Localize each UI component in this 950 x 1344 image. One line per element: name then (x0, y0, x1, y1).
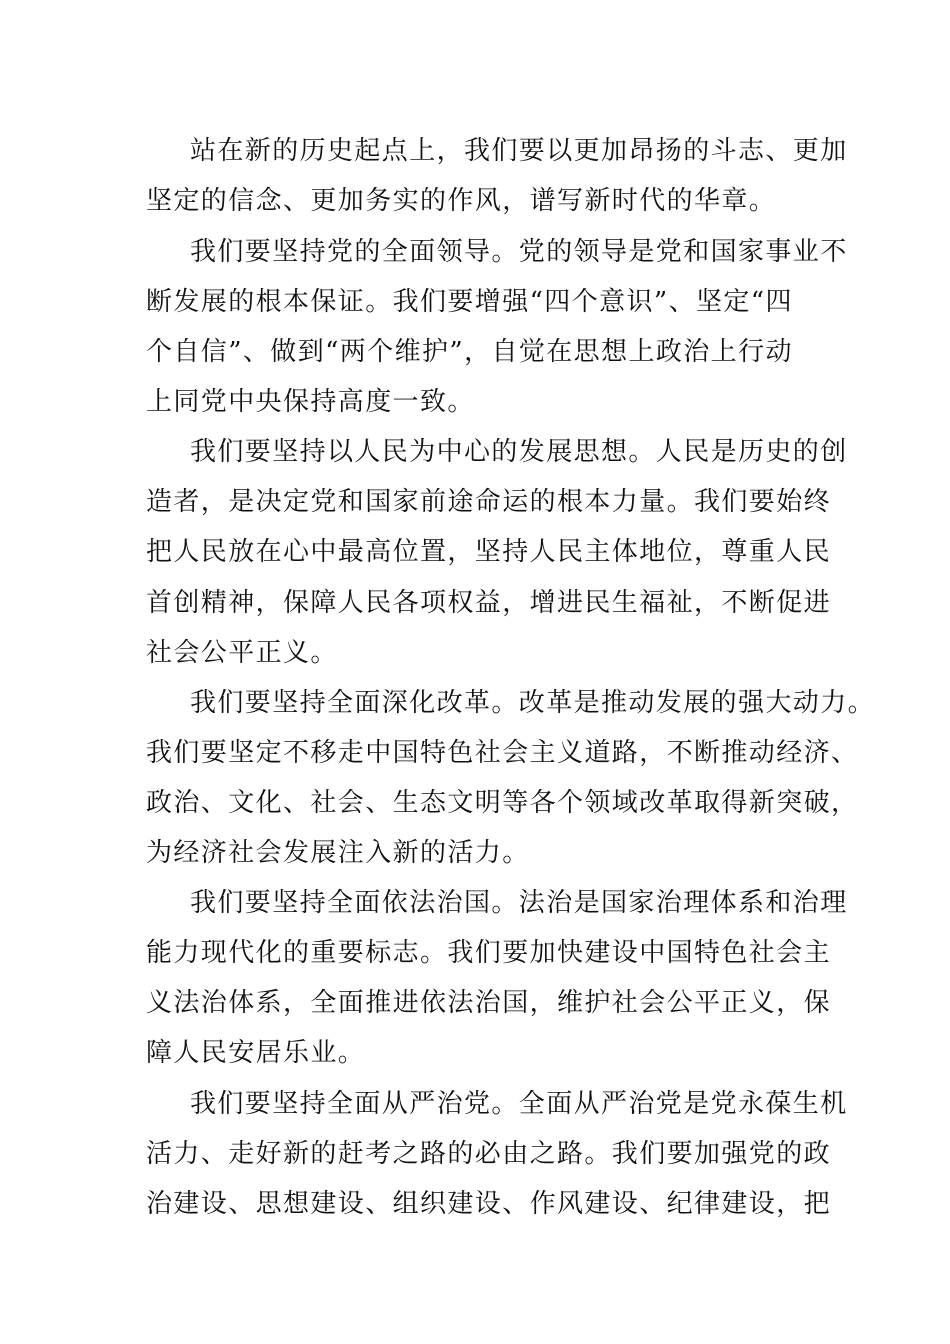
text-line: 首创精神，保障人民各项权益，增进民生福祉，不断促进 (146, 588, 832, 618)
text-line: 为经济社会发展注入新的活力。 (146, 838, 530, 868)
text-line: 义法治体系，全面推进依法治国，维护社会公平正义，保 (146, 988, 832, 1018)
text-line: 能力现代化的重要标志。我们要加快建设中国特色社会主 (146, 938, 832, 968)
text-line: 坚定的信念、更加务实的作风，谱写新时代的华章。 (146, 186, 777, 216)
text-line: 个自信”、做到“两个维护”，自觉在思想上政治上行动 (146, 337, 793, 367)
text-line: 我们要坚持全面依法治国。法治是国家治理体系和治理 (190, 888, 848, 918)
text-line: 我们要坚持以人民为中心的发展思想。人民是历史的创 (190, 437, 848, 467)
text-line: 我们要坚定不移走中国特色社会主义道路，不断推动经济、 (146, 738, 859, 768)
text-line: 站在新的历史起点上，我们要以更加昂扬的斗志、更加 (190, 136, 848, 166)
text-line: 我们要坚持党的全面领导。党的领导是党和国家事业不 (190, 237, 848, 267)
text-line: 上同党中央保持高度一致。 (146, 387, 475, 417)
text-line: 障人民安居乐业。 (146, 1038, 366, 1068)
text-line: 治建设、思想建设、组织建设、作风建设、纪律建设，把 (146, 1189, 832, 1219)
text-line: 断发展的根本保证。我们要增强“四个意识”、坚定“四 (146, 287, 793, 317)
text-line: 活力、走好新的赶考之路的必由之路。我们要加强党的政 (146, 1139, 832, 1169)
text-line: 我们要坚持全面深化改革。改革是推动发展的强大动力。 (190, 688, 876, 718)
text-line: 我们要坚持全面从严治党。全面从严治党是党永葆生机 (190, 1089, 848, 1119)
text-line: 造者，是决定党和国家前途命运的根本力量。我们要始终 (146, 487, 832, 517)
text-line: 社会公平正义。 (146, 638, 338, 668)
text-line: 把人民放在心中最高位置，坚持人民主体地位，尊重人民 (146, 537, 832, 567)
text-line: 政治、文化、社会、生态文明等各个领域改革取得新突破， (146, 788, 859, 818)
